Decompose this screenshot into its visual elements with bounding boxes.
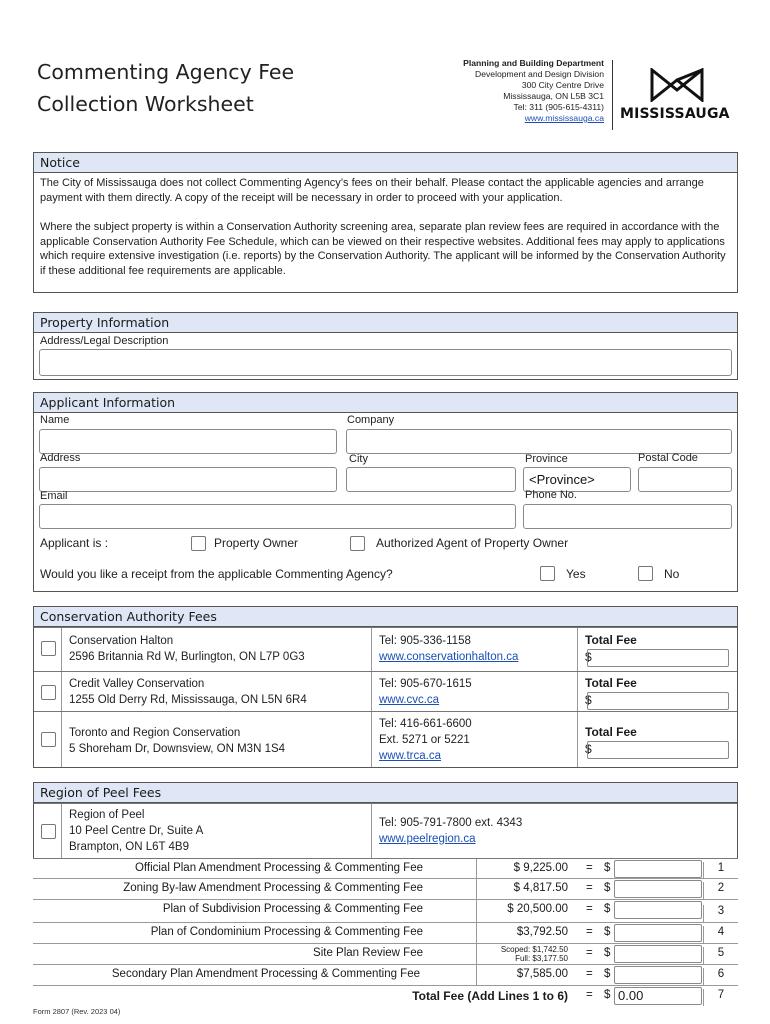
page-title (37, 56, 294, 120)
fee-line-3-field[interactable] (614, 901, 702, 919)
agency-address: 5 Shoreham Dr, Downsview, ON M3N 1S4 (69, 743, 286, 755)
fee-description: Plan of Subdivision Processing & Commenting Fee (162, 903, 423, 915)
fee-description: Secondary Plan Amendment Processing & Commenting Fee (111, 968, 420, 980)
fee-line-3 (33, 900, 738, 923)
applicant-is-label: Applicant is : (40, 536, 109, 550)
email-field[interactable] (39, 504, 516, 529)
receipt-no-checkbox[interactable] (638, 566, 653, 581)
authorized-agent-checkbox[interactable] (350, 536, 365, 551)
credit-valley-checkbox[interactable] (41, 685, 56, 700)
dollar-sign: $ (604, 989, 611, 1001)
division: Development and Design Division (475, 69, 604, 79)
fee-description: Official Plan Amendment Processing & Commenting Fee (134, 862, 423, 874)
department-address (463, 58, 604, 124)
fee-line-4 (33, 923, 738, 944)
total-fee-field[interactable] (587, 692, 729, 710)
conservation-halton-checkbox[interactable] (41, 641, 56, 656)
line-number: 3 (703, 905, 738, 922)
peel-name: Region of Peel (69, 809, 145, 821)
table-row (34, 671, 737, 711)
fee-line-4-field[interactable] (614, 924, 702, 942)
peel-address-1: 10 Peel Centre Dr, Suite A (69, 825, 204, 837)
total-fee-field[interactable] (587, 649, 729, 667)
postal-code-label: Postal Code (638, 452, 698, 464)
agency-tel: Tel: 416-661-6600 (379, 718, 472, 730)
line-number: 4 (703, 926, 738, 943)
equals-sign: = (586, 926, 593, 938)
fee-amount: $7,585.00 (516, 968, 568, 980)
address-line-2: Mississauga, ON L5B 3C1 (503, 91, 604, 101)
total-fee-label: Total Fee (Add Lines 1 to 6) (412, 989, 568, 1003)
fee-line-2-field[interactable] (614, 880, 702, 898)
fee-amount: $ 4,817.50 (513, 882, 568, 894)
dept-tel: Tel: 311 (905-615-4311) (513, 102, 604, 112)
table-row (34, 803, 737, 859)
logo-mark-icon (650, 68, 704, 102)
fee-line-1 (33, 858, 738, 879)
dollar-sign: $ (604, 882, 611, 894)
authorized-agent-label: Authorized Agent of Property Owner (376, 536, 569, 550)
dollar-sign: $ (604, 926, 611, 938)
line-number: 1 (703, 862, 738, 879)
table-row (34, 711, 737, 767)
peel-section (33, 782, 738, 858)
name-field[interactable] (39, 429, 337, 454)
agency-ext: Ext. 5271 or 5221 (379, 734, 470, 746)
address-legal-label: Address/Legal Description (40, 335, 169, 347)
region-of-peel-checkbox[interactable] (41, 824, 56, 839)
receipt-no-label: No (664, 567, 680, 581)
peel-tel: Tel: 905-791-7800 ext. 4343 (379, 817, 523, 829)
notice-heading: Notice (34, 153, 737, 173)
equals-sign: = (586, 882, 593, 894)
line-number: 7 (703, 989, 738, 1006)
conservation-section (33, 606, 738, 768)
agency-website-link[interactable]: www.trca.ca (379, 750, 441, 762)
fee-amount: $3,792.50 (516, 926, 568, 938)
name-label: Name (40, 414, 70, 426)
fee-line-1-field[interactable] (614, 860, 702, 878)
fee-line-6 (33, 965, 738, 986)
agency-tel: Tel: 905-336-1158 (379, 635, 471, 647)
agency-name: Credit Valley Conservation (69, 678, 205, 690)
fee-amount: $ 20,500.00 (507, 903, 568, 915)
equals-sign: = (586, 862, 593, 874)
dollar-sign: $ (585, 742, 592, 756)
peel-address-2: Brampton, ON L6T 4B9 (69, 841, 189, 853)
mississauga-logo (620, 68, 736, 122)
fee-description: Plan of Condominium Processing & Commenting Fee (150, 926, 423, 938)
title-line-1: Commenting Agency Fee (37, 60, 295, 84)
dept-website-link[interactable]: www.mississauga.ca (524, 113, 604, 123)
dollar-sign: $ (585, 650, 592, 664)
trca-checkbox[interactable] (41, 732, 56, 747)
dollar-sign: $ (604, 903, 611, 915)
address-label: Address (40, 452, 81, 464)
phone-label: Phone No. (525, 489, 577, 501)
full-fee: Full: $3,177.50 (515, 954, 568, 963)
dollar-sign: $ (585, 693, 592, 707)
line-number: 2 (703, 882, 738, 899)
notice-paragraph-2: Where the subject property is within a Conservation Authority screening area, separate plan review fees are required in accordance with the applicable Conservation Authority Fee Schedule, which can be viewed on their respective websites. Additional fees may apply to applications which require extensive investigation (i.e. reports) by the Conservation Authority. The applicant will be informed by the Conservation Authority if these additional fee requirements are applicable. (40, 221, 726, 277)
notice-paragraph-1: The City of Mississauga does not collect Commenting Agency’s fees on their behalf. Please contact the applicable agencies and arrange payment with them directly. A copy of the receipt will be necessary in order to proceed with your application. (40, 177, 704, 204)
dollar-sign: $ (604, 862, 611, 874)
peel-website-link[interactable]: www.peelregion.ca (379, 833, 476, 845)
total-fee-label: Total Fee (585, 725, 637, 739)
equals-sign: = (586, 989, 593, 1001)
form-number: Form 2807 (Rev. 2023 04) (33, 1007, 121, 1016)
receipt-yes-checkbox[interactable] (540, 566, 555, 581)
address-legal-field[interactable] (39, 349, 732, 376)
city-label: City (349, 453, 368, 465)
line-number: 5 (703, 947, 738, 964)
applicant-heading: Applicant Information (34, 393, 737, 413)
dept-name: Planning and Building Department (463, 58, 604, 68)
agency-website-link[interactable]: www.conservationhalton.ca (379, 651, 519, 663)
agency-name: Conservation Halton (69, 635, 174, 647)
fee-amount: $ 9,225.00 (513, 862, 568, 874)
total-fee-field[interactable]: 0.00 (614, 987, 702, 1005)
agency-address: 2596 Britannia Rd W, Burlington, ON L7P 0G3 (69, 651, 305, 663)
phone-field[interactable] (523, 504, 732, 529)
province-select[interactable]: <Province> (523, 467, 631, 492)
equals-sign: = (586, 903, 593, 915)
postal-code-field[interactable] (638, 467, 732, 492)
total-fee-field[interactable] (587, 741, 729, 759)
total-fee-label: Total Fee (585, 676, 637, 690)
header-divider (612, 60, 613, 130)
fee-amount-options (501, 945, 568, 963)
agency-website-link[interactable]: www.cvc.ca (379, 694, 440, 706)
equals-sign: = (586, 947, 593, 959)
fee-line-6-field[interactable] (614, 966, 702, 984)
company-field[interactable] (346, 429, 732, 454)
receipt-yes-label: Yes (566, 567, 586, 581)
receipt-question: Would you like a receipt from the applicable Commenting Agency? (40, 567, 393, 581)
title-line-2: Collection Worksheet (37, 92, 254, 116)
property-heading: Property Information (34, 313, 737, 333)
total-fee-label: Total Fee (585, 633, 637, 647)
dollar-sign: $ (604, 947, 611, 959)
dollar-sign: $ (604, 968, 611, 980)
agency-address: 1255 Old Derry Rd, Mississauga, ON L5N 6R4 (69, 694, 307, 706)
peel-heading: Region of Peel Fees (34, 783, 737, 803)
logo-wordmark: MISSISSAUGA (620, 106, 730, 122)
fee-line-5-field[interactable] (614, 945, 702, 963)
agency-tel: Tel: 905-670-1615 (379, 678, 472, 690)
fee-total-line (33, 986, 738, 1008)
address-line-1: 300 City Centre Drive (521, 80, 604, 90)
fee-description: Zoning By-law Amendment Processing & Commenting Fee (123, 882, 423, 894)
city-field[interactable] (346, 467, 516, 492)
province-label: Province (525, 453, 568, 465)
fee-line-2 (33, 879, 738, 900)
equals-sign: = (586, 968, 593, 980)
line-number: 6 (703, 968, 738, 985)
table-row (34, 627, 737, 671)
property-owner-checkbox[interactable] (191, 536, 206, 551)
notice-section (33, 152, 738, 293)
conservation-heading: Conservation Authority Fees (34, 607, 737, 627)
scoped-fee: Scoped: $1,742.50 (500, 945, 568, 954)
property-section (33, 312, 738, 380)
fee-line-5 (33, 944, 738, 965)
agency-name: Toronto and Region Conservation (69, 727, 241, 739)
company-label: Company (347, 414, 395, 426)
email-label: Email (40, 490, 68, 502)
address-field[interactable] (39, 467, 337, 492)
property-owner-label: Property Owner (214, 536, 299, 550)
applicant-section (33, 392, 738, 592)
fee-description: Site Plan Review Fee (313, 947, 423, 959)
